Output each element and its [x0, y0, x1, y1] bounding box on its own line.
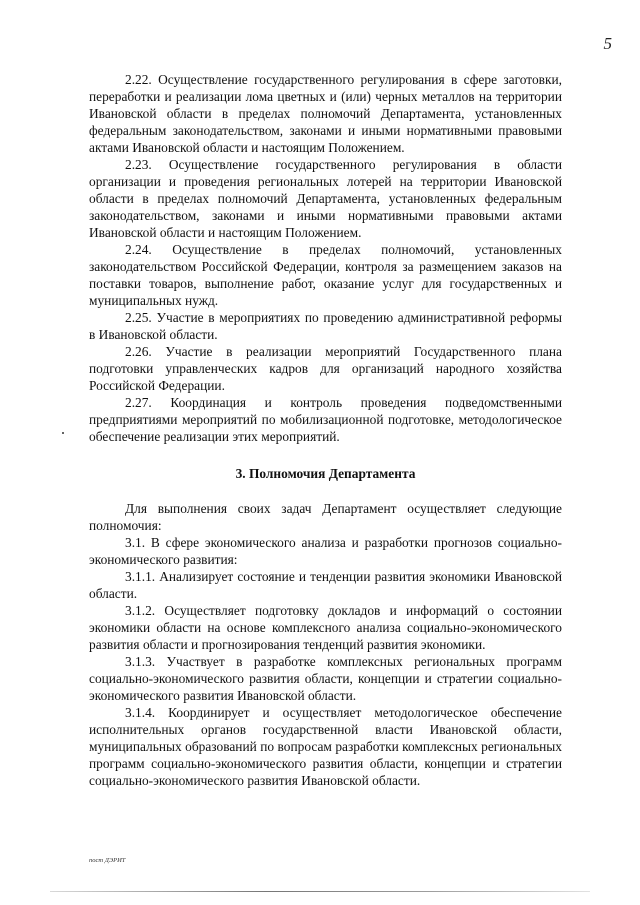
footer-code: пост ДЭРИТ — [89, 857, 126, 864]
paragraph-3-1-1: 3.1.1. Анализирует состояние и тенденции развития экономики Ивановской области. — [89, 569, 562, 601]
paragraph-2-22: 2.22. Осуществление государственного регулирования в сфере заготовки, переработки и реализации лома цветных и (или) черных металлов на территории Ивановской области в пределах полномочий Департамента, установленных федеральным законодательством, законами и иными нормативными правовыми актами Ивановской области и настоящим Положением. — [89, 72, 562, 155]
paragraph-3-1: 3.1. В сфере экономического анализа и разработки прогнозов социально-экономического развития: — [89, 535, 562, 567]
paragraph-2-24: 2.24. Осуществление в пределах полномочий, установленных законодательством Российской Федерации, контроля за размещением заказов на поставки товаров, выполнение работ, оказание услуг для государственных и муниципальных нужд. — [89, 242, 562, 308]
paragraph-2-25: 2.25. Участие в мероприятиях по проведению административной реформы в Ивановской области. — [89, 310, 562, 342]
scan-speck — [62, 432, 64, 434]
paragraph-3-1-3: 3.1.3. Участвует в разработке комплексных региональных программ социально-экономического развития области, концепции и стратегии социально-экономического развития Ивановской области. — [89, 654, 562, 703]
paragraph-3-1-4: 3.1.4. Координирует и осуществляет методологическое обеспечение исполнительных органов государственной власти Ивановской области, муниципальных образований по вопросам разработки комплексных региональных программ социально-экономического развития области, концепции и стратегии социально-экономического развития Ивановской области. — [89, 705, 562, 788]
paragraph-2-23: 2.23. Осуществление государственного регулирования в области организации и проведения региональных лотерей на территории Ивановской области в пределах полномочий Департамента, установленных федеральным законодательством, законами и иными нормативными правовыми актами Ивановской области и настоящим Положением. — [89, 157, 562, 240]
page-number: 5 — [603, 34, 612, 53]
paragraph-3-1-2: 3.1.2. Осуществляет подготовку докладов и информаций о состоянии экономики области на основе комплексного анализа социально-экономического развития области и прогнозирования тенденций развития экономики. — [89, 603, 562, 652]
paragraph-intro: Для выполнения своих задач Департамент осуществляет следующие полномочия: — [89, 501, 562, 533]
scan-edge-line — [50, 891, 590, 892]
paragraph-2-26: 2.26. Участие в реализации мероприятий Государственного плана подготовки управленческих кадров для организаций народного хозяйства Российской Федерации. — [89, 344, 562, 393]
document-body — [89, 71, 562, 789]
section-heading: 3. Полномочия Департамента — [235, 466, 416, 481]
paragraph-2-27: 2.27. Координация и контроль проведения подведомственными предприятиями мероприятий по мобилизационной подготовке, методологическое обеспечение реализации этих мероприятий. — [89, 395, 562, 444]
